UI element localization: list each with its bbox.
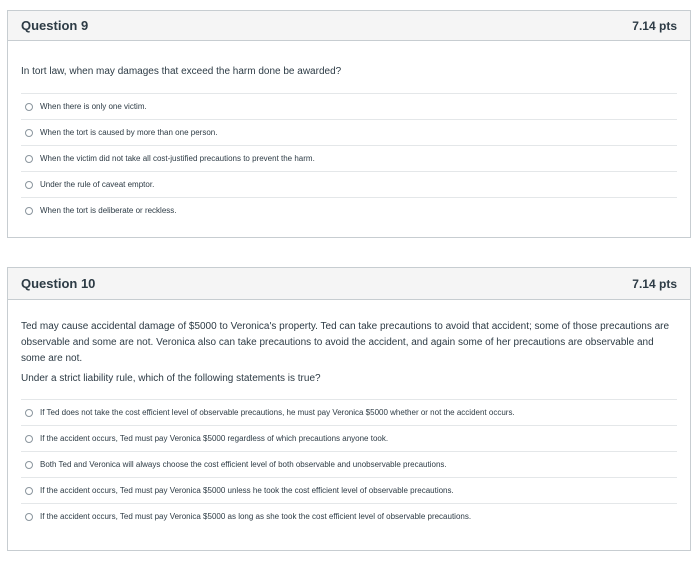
answer-option[interactable] <box>21 93 677 119</box>
answer-option[interactable] <box>21 197 677 223</box>
question-prompt: In tort law, when may damages that exceed the harm done be awarded? <box>21 66 342 77</box>
answer-option[interactable] <box>21 477 677 503</box>
radio-button[interactable] <box>25 129 33 137</box>
answer-list <box>21 93 677 223</box>
question-body <box>8 64 690 223</box>
answer-label: Both Ted and Veronica will always choose the cost efficient level of both observable and unobservable precautions. <box>40 460 447 469</box>
answer-option[interactable] <box>21 503 677 529</box>
radio-button[interactable] <box>25 487 33 495</box>
answer-label: If the accident occurs, Ted must pay Veronica $5000 regardless of which precautions anyone took. <box>40 434 389 443</box>
radio-button[interactable] <box>25 461 33 469</box>
answer-option[interactable] <box>21 425 677 451</box>
answer-label: If Ted does not take the cost efficient level of observable precautions, he must pay Veronica $5000 whether or not the accident occurs. <box>40 408 515 417</box>
question-title: Question 10 <box>21 276 96 291</box>
question-body <box>8 319 690 529</box>
question-card <box>7 267 691 551</box>
answer-option[interactable] <box>21 119 677 145</box>
question-header <box>8 11 690 41</box>
answer-option[interactable] <box>21 451 677 477</box>
answer-label: When the tort is caused by more than one person. <box>40 128 218 137</box>
answer-list <box>21 399 677 529</box>
radio-button[interactable] <box>25 409 33 417</box>
question-title: Question 9 <box>21 18 89 33</box>
radio-button[interactable] <box>25 181 33 189</box>
answer-option[interactable] <box>21 145 677 171</box>
question-points: 7.14 pts <box>632 18 677 33</box>
radio-button[interactable] <box>25 435 33 443</box>
answer-label: Under the rule of caveat emptor. <box>40 180 155 189</box>
radio-button[interactable] <box>25 103 33 111</box>
question-prompt: Ted may cause accidental damage of $5000 to Veronica's property. Ted can take precautions to avoid that accident; some of those precautions are observable and some are not. Veronica also can take precautions to avoid the accident, and again some of her precautions are observable and some are not. <box>21 321 670 364</box>
radio-button[interactable] <box>25 513 33 521</box>
answer-label: When the tort is deliberate or reckless. <box>40 206 177 215</box>
radio-button[interactable] <box>25 207 33 215</box>
answer-option[interactable] <box>21 399 677 425</box>
question-header <box>8 268 690 300</box>
answer-option[interactable] <box>21 171 677 197</box>
answer-label: If the accident occurs, Ted must pay Veronica $5000 unless he took the cost efficient level of observable precautions. <box>40 486 454 495</box>
question-card <box>7 10 691 238</box>
answer-label: When the victim did not take all cost-justified precautions to prevent the harm. <box>40 154 315 163</box>
radio-button[interactable] <box>25 155 33 163</box>
question-points: 7.14 pts <box>632 276 677 291</box>
answer-label: If the accident occurs, Ted must pay Veronica $5000 as long as she took the cost efficient level of observable precautions. <box>40 512 472 521</box>
answer-label: When there is only one victim. <box>40 102 147 111</box>
question-prompt: Under a strict liability rule, which of the following statements is true? <box>21 373 321 384</box>
